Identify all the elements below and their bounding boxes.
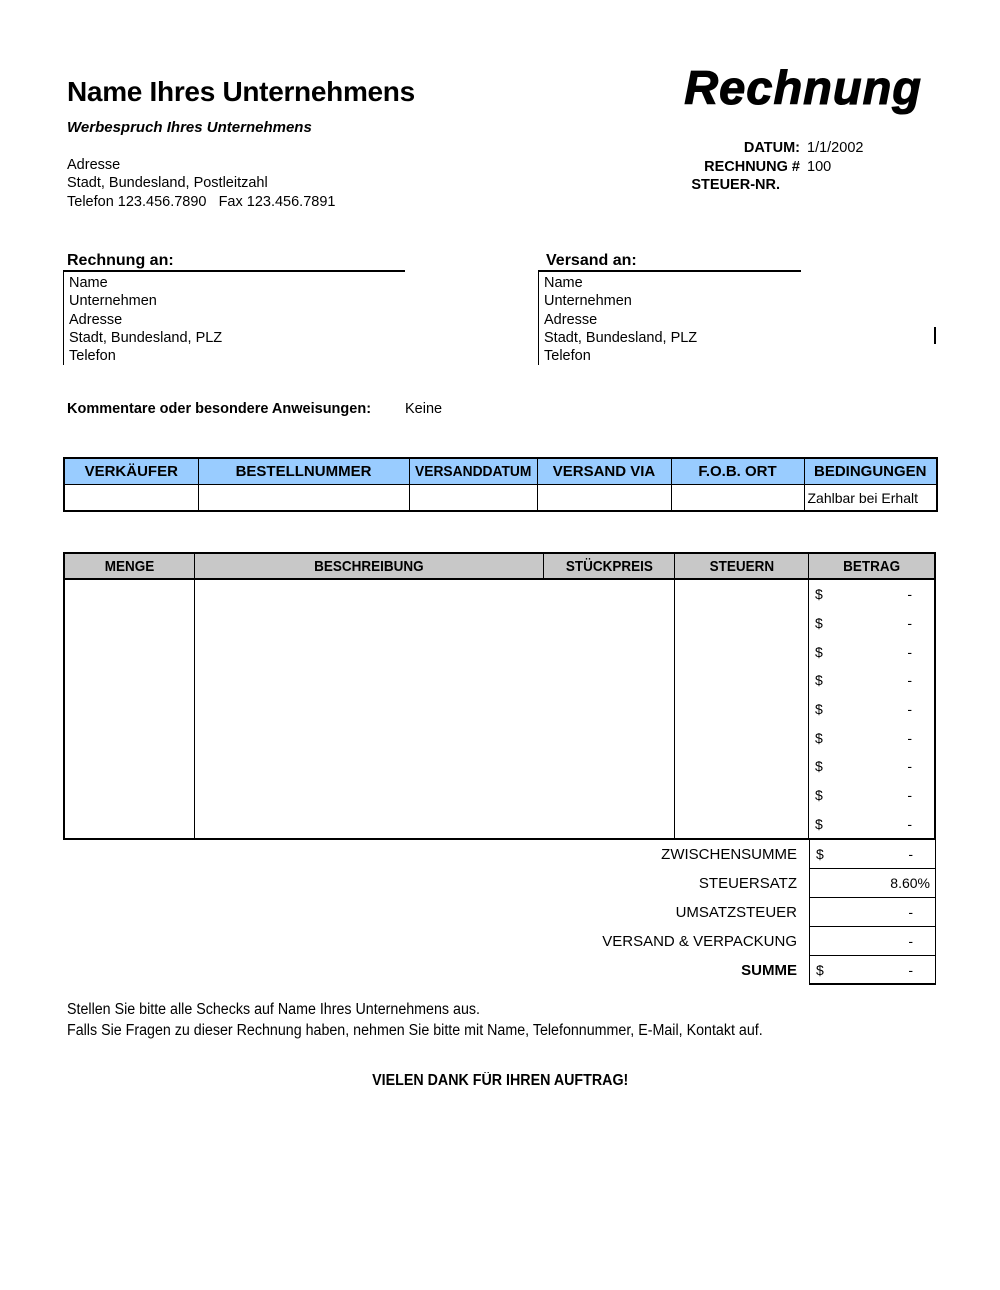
amount-row	[809, 580, 934, 609]
items-col-menge	[65, 580, 195, 838]
items-header-steuern	[675, 554, 809, 578]
order-header-versand-via	[537, 458, 671, 485]
currency-symbol: $	[815, 729, 823, 746]
total-label: UMSATZSTEUER	[675, 904, 797, 921]
footer-text: VIELEN DANK FÜR IHREN AUFTRAG!	[371, 1072, 629, 1089]
total-value-box	[809, 840, 936, 869]
amount-value: -	[907, 672, 912, 689]
ship-to-line: Unternehmen	[544, 293, 632, 310]
ship-to-line: Adresse	[544, 311, 598, 328]
order-header-fob-ort	[671, 458, 804, 485]
currency-symbol: $	[815, 787, 823, 804]
footer-contact-note	[67, 1022, 823, 1040]
ship-to-heading: Versand an:	[546, 252, 637, 269]
amount-row	[809, 666, 934, 695]
comments-value: Keine	[405, 401, 443, 417]
ship-to-line: Name	[544, 275, 583, 291]
header-label: F.O.B. ORT	[698, 463, 777, 480]
ship-to-line: Telefon	[544, 348, 591, 365]
header-label: VERSANDDATUM	[414, 463, 532, 480]
amount-row	[809, 637, 934, 666]
total-value-box	[809, 898, 936, 927]
items-table	[63, 552, 936, 840]
header-label: STEUERN	[709, 557, 774, 575]
header-label: BESCHREIBUNG	[314, 557, 424, 575]
currency-symbol: $	[816, 846, 824, 862]
footer-text: Falls Sie Fragen zu dieser Rechnung haben, nehmen Sie bitte mit Name, Telefonnummer, E-Mail, Kontakt auf.	[67, 1022, 763, 1039]
company-address	[67, 156, 335, 211]
order-cell-bedingungen: Zahlbar bei Erhalt	[804, 485, 937, 512]
order-info-header-row	[64, 458, 937, 485]
date-value: 1/1/2002	[807, 140, 864, 157]
amount-value: -	[907, 758, 912, 775]
items-body	[65, 580, 934, 838]
total-label: STEUERSATZ	[698, 875, 797, 892]
cell-border-mark	[934, 327, 936, 344]
amount-row	[809, 609, 934, 638]
items-col-betrag	[809, 580, 934, 838]
currency-symbol: $	[815, 586, 823, 603]
order-cell-fob-ort	[671, 485, 804, 512]
meta-row-number	[520, 157, 922, 175]
header-label: BETRAG	[842, 557, 901, 575]
bill-to-line: Unternehmen	[69, 293, 157, 310]
date-label: DATUM:	[743, 140, 800, 157]
bill-to-line: Adresse	[69, 311, 123, 328]
order-header-bedingungen	[804, 458, 937, 485]
comments-label: Kommentare oder besondere Anweisungen:	[67, 401, 372, 417]
meta-row-date	[520, 139, 922, 157]
order-cell-bestellnummer	[198, 485, 409, 512]
footer-checks-note	[67, 1001, 516, 1019]
company-slogan: Werbespruch Ihres Unternehmens	[67, 119, 312, 136]
total-row-summe	[63, 956, 936, 985]
amount-row	[809, 809, 934, 838]
amount-value: -	[907, 815, 912, 832]
bill-to-line: Stadt, Bundesland, PLZ	[69, 329, 223, 346]
tax-number-label: STEUER-NR.	[691, 176, 780, 193]
company-address-line: Stadt, Bundesland, Postleitzahl	[67, 175, 268, 192]
invoice-title: Rechnung	[684, 61, 922, 114]
company-address-line: Adresse	[67, 157, 121, 173]
currency-symbol: $	[815, 672, 823, 689]
totals-section	[63, 840, 936, 985]
amount-value: -	[907, 615, 912, 631]
amount-row	[809, 723, 934, 752]
order-header-versanddatum	[409, 458, 537, 485]
currency-symbol: $	[816, 961, 824, 978]
header-label: VERSAND VIA	[552, 463, 656, 480]
total-value: -	[908, 961, 913, 978]
footer-thanks	[0, 1072, 1000, 1090]
items-header-stueckpreis	[544, 554, 675, 578]
order-header-bestellnummer	[198, 458, 409, 485]
header-label: STÜCKPREIS	[565, 557, 653, 575]
total-value-box	[809, 869, 936, 898]
currency-symbol: $	[815, 815, 823, 832]
currency-symbol: $	[815, 643, 823, 660]
amount-value: -	[907, 643, 912, 660]
total-row-steuersatz	[63, 869, 936, 898]
amount-value: -	[907, 787, 912, 804]
ship-to-box	[538, 272, 838, 365]
total-value-box	[809, 956, 936, 985]
order-cell-verkaeufer	[64, 485, 198, 512]
bill-to-heading: Rechnung an:	[67, 252, 174, 269]
company-name: Name Ihres Unternehmens	[67, 76, 415, 107]
invoice-number-label: RECHNUNG #	[704, 158, 800, 175]
items-col-beschreibung	[195, 580, 675, 838]
meta-row-tax	[520, 176, 922, 194]
bill-to-box	[63, 272, 405, 365]
total-value: 8.60%	[890, 875, 930, 891]
total-value: -	[908, 846, 913, 862]
order-header-verkaeufer	[64, 458, 198, 485]
total-value: -	[908, 904, 913, 920]
amount-row	[809, 695, 934, 724]
order-cell-versand-via	[537, 485, 671, 512]
bill-to-line: Name	[69, 275, 108, 291]
items-header-betrag	[809, 554, 934, 578]
amount-row	[809, 752, 934, 781]
items-col-steuern	[675, 580, 809, 838]
total-label: VERSAND & VERPACKUNG	[602, 933, 797, 950]
total-row-versand-verpackung	[63, 927, 936, 956]
total-value: -	[908, 933, 913, 949]
items-header-row	[65, 554, 934, 580]
header-label: BEDINGUNGEN	[813, 463, 927, 480]
order-info-value-row	[64, 485, 937, 512]
total-label: ZWISCHENSUMME	[661, 846, 797, 863]
total-row-umsatzsteuer	[63, 898, 936, 927]
amount-value: -	[907, 586, 912, 603]
footer-text: Stellen Sie bitte alle Schecks auf Name Ihres Unternehmens aus.	[67, 1001, 480, 1018]
header-label: VERKÄUFER	[84, 463, 178, 480]
amount-row	[809, 781, 934, 810]
currency-symbol: $	[815, 615, 823, 631]
invoice-number-value: 100	[807, 158, 832, 175]
total-label: SUMME	[741, 962, 797, 979]
total-value-box	[809, 927, 936, 956]
header-label: MENGE	[104, 557, 155, 575]
bill-to-line: Telefon	[69, 348, 116, 365]
items-header-beschreibung	[195, 554, 544, 578]
order-info-table	[63, 457, 938, 512]
order-cell-versanddatum	[409, 485, 537, 512]
header-label: BESTELLNUMMER	[235, 463, 372, 480]
items-header-menge	[65, 554, 195, 578]
amount-value: -	[907, 729, 912, 746]
amount-value: -	[907, 701, 912, 718]
invoice-meta	[520, 139, 922, 194]
company-phone-fax: Telefon 123.456.7890 Fax 123.456.7891	[67, 193, 336, 210]
total-row-zwischensumme	[63, 840, 936, 869]
currency-symbol: $	[815, 758, 823, 775]
ship-to-line: Stadt, Bundesland, PLZ	[544, 329, 698, 346]
currency-symbol: $	[815, 701, 823, 718]
